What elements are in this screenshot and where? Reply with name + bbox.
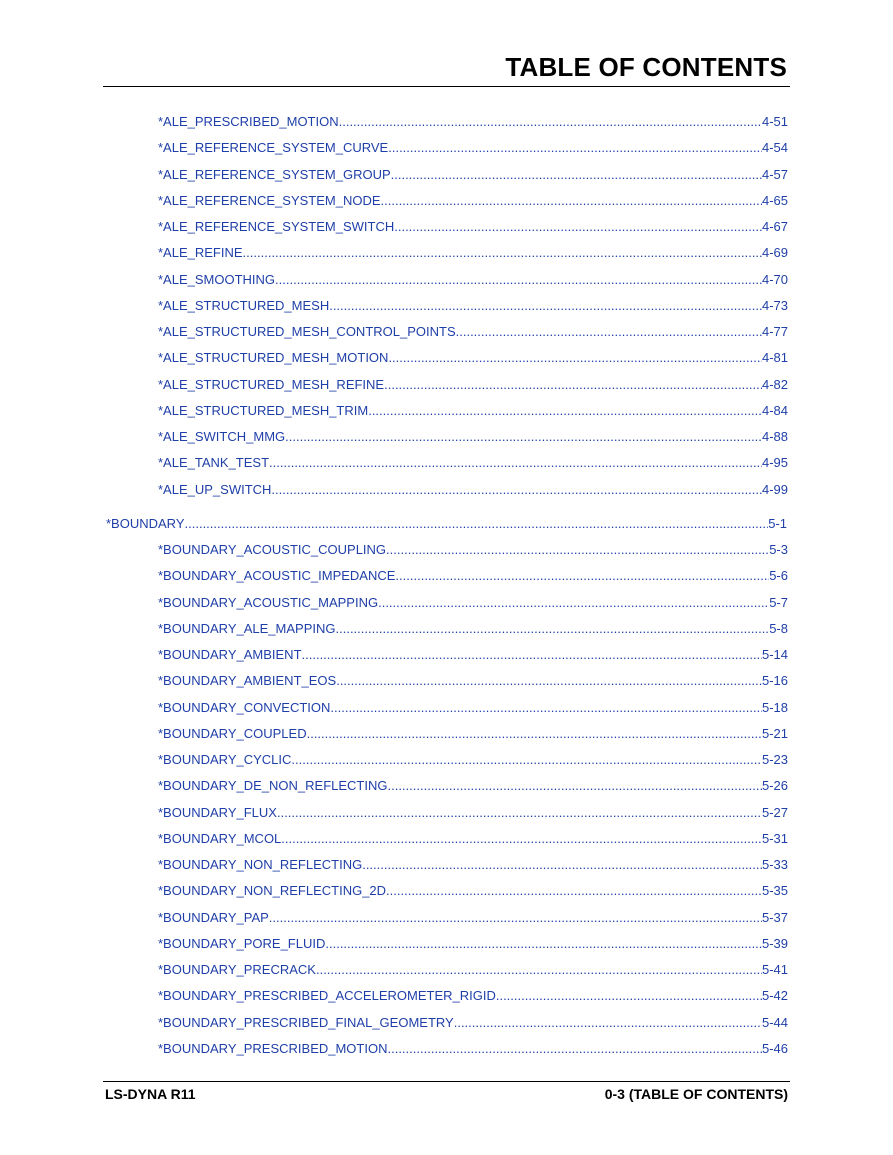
toc-leader-dots	[307, 726, 762, 741]
toc-entry-label: *BOUNDARY_FLUX	[158, 804, 277, 820]
toc-entry[interactable]	[158, 429, 788, 447]
toc-entry-label: *BOUNDARY_MCOL	[158, 830, 282, 846]
toc-leader-dots	[391, 167, 762, 182]
footer-rule	[103, 1081, 790, 1082]
toc-entry-label: *BOUNDARY_ALE_MAPPING	[158, 620, 336, 636]
toc-leader-dots	[387, 1041, 761, 1056]
toc-entry[interactable]	[158, 621, 788, 639]
toc-entry-label: *ALE_STRUCTURED_MESH_REFINE	[158, 376, 385, 392]
toc-entry-page: 4-70	[761, 271, 788, 287]
toc-entry-page: 5-26	[761, 778, 788, 794]
toc-entry-label: *BOUNDARY_CYCLIC	[158, 752, 292, 767]
toc-entry-page: 5-3	[769, 542, 788, 557]
toc-leader-dots	[302, 647, 762, 662]
toc-leader-dots	[386, 542, 769, 557]
toc-entry[interactable]	[158, 700, 788, 718]
toc-entry-page: 4-65	[761, 192, 788, 208]
toc-leader-dots	[330, 700, 762, 715]
toc-entry[interactable]	[158, 377, 788, 395]
toc-entry[interactable]	[158, 167, 788, 185]
toc-entry-label: *BOUNDARY_ACOUSTIC_COUPLING	[158, 542, 387, 557]
toc-entry-page: 4-81	[761, 350, 788, 366]
toc-leader-dots	[496, 988, 762, 1003]
toc-entry[interactable]	[158, 455, 788, 473]
toc-leader-dots	[388, 140, 762, 155]
toc-leader-dots	[387, 778, 761, 793]
toc-entry-page: 5-35	[761, 883, 788, 899]
toc-entry[interactable]	[158, 805, 788, 823]
toc-entry-page: 5-23	[761, 752, 788, 767]
toc-entry-page: 5-39	[761, 935, 788, 951]
toc-entry-page: 5-14	[761, 647, 788, 662]
toc-entry-page: 4-95	[761, 455, 788, 471]
toc-entry[interactable]	[158, 883, 788, 901]
toc-entry-label: *ALE_REFINE	[158, 245, 243, 261]
toc-leader-dots	[454, 1015, 762, 1030]
toc-entry[interactable]	[158, 647, 788, 665]
toc-entry-page: 4-54	[761, 140, 788, 156]
toc-entry[interactable]	[158, 403, 788, 421]
toc-entry-page: 4-51	[761, 114, 788, 129]
toc-entry-page: 4-73	[761, 297, 788, 313]
toc-entry-page: 5-27	[761, 804, 788, 820]
toc-entry[interactable]	[158, 298, 788, 316]
toc-leader-dots	[269, 910, 762, 925]
toc-entry-page: 5-33	[761, 857, 788, 872]
toc-entry[interactable]	[158, 988, 788, 1006]
toc-leader-dots	[394, 219, 762, 234]
toc-entry-page: 5-44	[761, 1014, 788, 1030]
toc-leader-dots	[271, 482, 762, 497]
toc-leader-dots	[185, 516, 769, 531]
toc-entry-page: 4-57	[761, 166, 788, 182]
toc-leader-dots	[456, 324, 762, 339]
toc-entry-page: 4-88	[761, 429, 788, 444]
toc-leader-dots	[395, 568, 769, 583]
toc-entry[interactable]	[158, 752, 788, 770]
toc-entry[interactable]	[158, 324, 788, 342]
toc-entry[interactable]	[158, 962, 788, 980]
toc-leader-dots	[243, 245, 762, 260]
toc-entry-page: 4-77	[761, 324, 788, 339]
toc-entry-page: 4-82	[761, 376, 788, 392]
toc-entry-label: *BOUNDARY_PRESCRIBED_MOTION	[158, 1040, 388, 1056]
toc-leader-dots	[269, 455, 762, 470]
toc-entry[interactable]	[158, 568, 788, 586]
toc-entry-label: *BOUNDARY_CONVECTION	[158, 699, 331, 715]
toc-leader-dots	[277, 805, 762, 820]
toc-entry-label: *ALE_REFERENCE_SYSTEM_SWITCH	[158, 219, 395, 234]
toc-section-entry[interactable]	[106, 516, 787, 534]
toc-leader-dots	[316, 962, 762, 977]
page-title: TABLE OF CONTENTS	[505, 52, 787, 82]
toc-entry-label: *ALE_TANK_TEST	[158, 455, 270, 471]
toc-leader-dots	[339, 114, 762, 129]
toc-entry[interactable]	[158, 272, 788, 290]
toc-entry-label: *ALE_UP_SWITCH	[158, 481, 272, 497]
toc-entry[interactable]	[158, 857, 788, 875]
toc-entry-page: 5-1	[768, 515, 787, 531]
toc-entry[interactable]	[158, 542, 788, 560]
toc-leader-dots	[388, 350, 762, 365]
toc-entry[interactable]	[158, 831, 788, 849]
toc-entry-label: *BOUNDARY_NON_REFLECTING_2D	[158, 883, 387, 899]
toc-entry-label: *BOUNDARY_AMBIENT_EOS	[158, 673, 337, 689]
toc-leader-dots	[336, 621, 770, 636]
toc-entry-page: 5-6	[769, 568, 788, 584]
toc-entry-page: 5-16	[761, 673, 788, 689]
toc-entry[interactable]	[158, 245, 788, 263]
toc-entry-page: 4-67	[761, 219, 788, 234]
toc-entry[interactable]	[158, 140, 788, 158]
toc-entry-label: *ALE_REFERENCE_SYSTEM_NODE	[158, 192, 381, 208]
toc-leader-dots	[378, 595, 769, 610]
toc-entry[interactable]	[158, 673, 788, 691]
toc-entry-label: *BOUNDARY	[106, 515, 185, 531]
toc-leader-dots	[362, 857, 762, 872]
toc-entry-label: *BOUNDARY_DE_NON_REFLECTING	[158, 778, 388, 794]
toc-entry-page: 5-8	[769, 620, 788, 636]
toc-entry[interactable]	[158, 1015, 788, 1033]
toc-entry-label: *ALE_STRUCTURED_MESH	[158, 297, 330, 313]
toc-leader-dots	[325, 936, 762, 951]
toc-entry-label: *BOUNDARY_COUPLED	[158, 725, 307, 741]
toc-entry[interactable]	[158, 595, 788, 613]
toc-entry[interactable]	[158, 482, 788, 500]
toc-entry-label: *BOUNDARY_PRESCRIBED_FINAL_GEOMETRY	[158, 1014, 454, 1030]
toc-entry-label: *ALE_REFERENCE_SYSTEM_CURVE	[158, 140, 389, 156]
toc-entry[interactable]	[158, 1041, 788, 1059]
toc-entry[interactable]	[158, 193, 788, 211]
toc-entry-page: 5-21	[761, 725, 788, 741]
toc-entry[interactable]	[158, 778, 788, 796]
toc-entry-label: *ALE_STRUCTURED_MESH_CONTROL_POINTS	[158, 324, 456, 339]
toc-entry[interactable]	[158, 350, 788, 368]
toc-entry[interactable]	[158, 910, 788, 928]
toc-entry[interactable]	[158, 219, 788, 237]
toc-entry-page: 5-7	[769, 594, 788, 610]
toc-entry-page: 5-41	[761, 962, 788, 977]
toc-leader-dots	[384, 377, 762, 392]
toc-entry-label: *BOUNDARY_PORE_FLUID	[158, 935, 326, 951]
toc-entry-label: *ALE_SMOOTHING	[158, 271, 276, 287]
toc-leader-dots	[381, 193, 762, 208]
toc-entry-label: *ALE_PRESCRIBED_MOTION	[158, 114, 339, 129]
toc-leader-dots	[336, 673, 762, 688]
toc-entry-page: 4-69	[761, 245, 788, 261]
toc-entry-label: *BOUNDARY_AMBIENT	[158, 647, 302, 662]
toc-entry-label: *BOUNDARY_NON_REFLECTING	[158, 857, 363, 872]
toc-leader-dots	[368, 403, 762, 418]
toc-leader-dots	[291, 752, 762, 767]
toc-leader-dots	[386, 883, 762, 898]
footer-product-label: LS-DYNA R11	[105, 1086, 196, 1102]
toc-entry[interactable]	[158, 726, 788, 744]
toc-entry-label: *ALE_SWITCH_MMG	[158, 429, 286, 444]
toc-entry-label: *BOUNDARY_ACOUSTIC_IMPEDANCE	[158, 568, 396, 584]
toc-entry-page: 4-84	[761, 402, 788, 418]
toc-leader-dots	[285, 429, 762, 444]
toc-entry-page: 5-37	[761, 909, 788, 925]
toc-entry-label: *BOUNDARY_ACOUSTIC_MAPPING	[158, 594, 379, 610]
toc-entry[interactable]	[158, 936, 788, 954]
toc-entry-page: 5-31	[761, 830, 788, 846]
toc-entry-label: *ALE_STRUCTURED_MESH_TRIM	[158, 402, 369, 418]
toc-entry-label: *BOUNDARY_PAP	[158, 909, 269, 925]
toc-leader-dots	[275, 272, 762, 287]
footer-page-label: 0-3 (TABLE OF CONTENTS)	[604, 1086, 788, 1102]
toc-leader-dots	[329, 298, 762, 313]
toc-entry-page: 5-18	[761, 699, 788, 715]
toc-entry-page: 5-46	[761, 1040, 788, 1056]
toc-entry-label: *BOUNDARY_PRECRACK	[158, 962, 316, 977]
toc-leader-dots	[281, 831, 762, 846]
toc-entry[interactable]	[158, 114, 788, 132]
toc-entry-label: *ALE_REFERENCE_SYSTEM_GROUP	[158, 166, 391, 182]
toc-entry-label: *BOUNDARY_PRESCRIBED_ACCELEROMETER_RIGID	[158, 988, 496, 1004]
toc-entry-page: 5-42	[761, 988, 788, 1004]
toc-entry-page: 4-99	[761, 481, 788, 497]
toc-entry-label: *ALE_STRUCTURED_MESH_MOTION	[158, 350, 389, 366]
